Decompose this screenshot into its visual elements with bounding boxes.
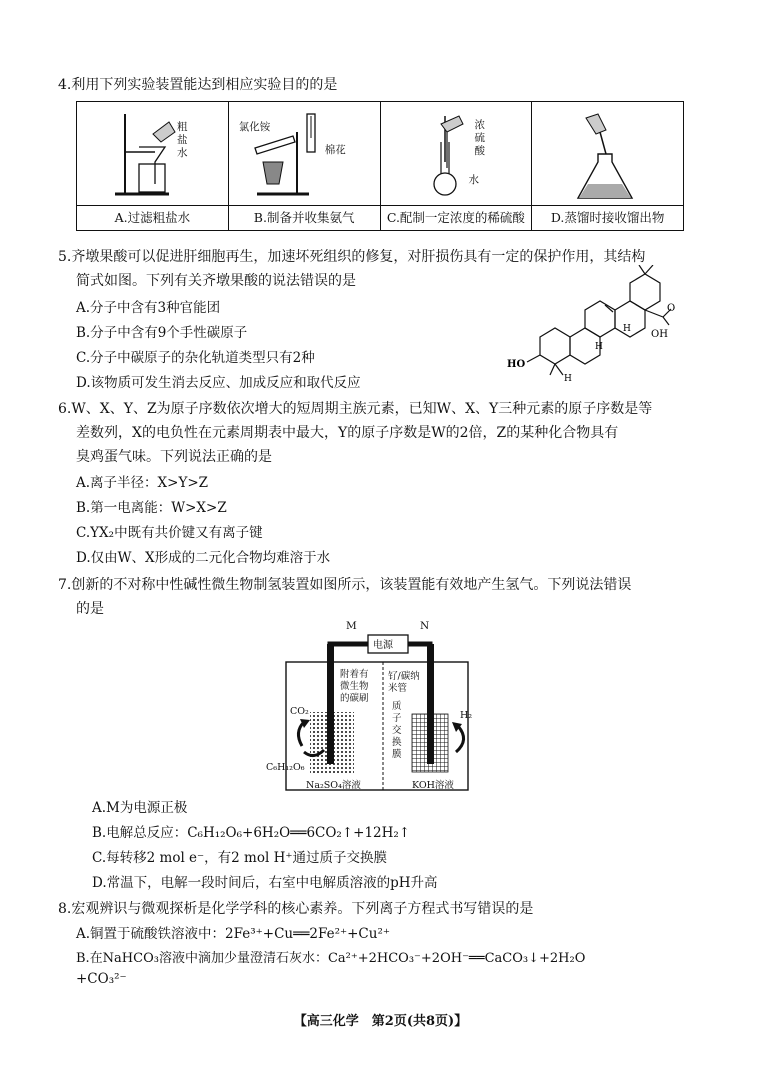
- q6-stem-line-3: 臭鸡蛋气味。下列说法正确的是: [76, 449, 272, 465]
- terminal-n: N: [420, 620, 430, 632]
- apparatus-c-label-4: 水: [468, 174, 479, 186]
- apparatus-c-label-3: 酸: [474, 145, 485, 157]
- q7-option-a: A.M为电源正极: [92, 800, 188, 816]
- q6-option-a: A.离子半径：X>Y>Z: [76, 475, 209, 491]
- q5-stem-line-2: 简式如图。下列有关齐墩果酸的说法错误的是: [76, 273, 356, 289]
- structure-label-h-1: H: [623, 324, 631, 334]
- left-electrode-label-2: 微生物: [340, 681, 369, 692]
- q8-option-b-line-2: +CO₃²⁻: [76, 971, 127, 987]
- membrane-label-4: 换: [392, 737, 402, 748]
- terminal-m: M: [346, 620, 357, 632]
- q6-option-d: D.仅由W、X形成的二元化合物均难溶于水: [76, 550, 331, 566]
- q4-stem: 4.利用下列实验装置能达到相应实验目的的是: [58, 77, 338, 93]
- apparatus-c-label-1: 浓: [474, 119, 485, 131]
- apparatus-a-label-2: 盐: [177, 134, 188, 146]
- membrane-label-5: 膜: [392, 749, 402, 760]
- q7-option-d: D.常温下，电解一段时间后，右室中电解质溶液的pH升高: [92, 875, 438, 891]
- q7-stem-line-2: 的是: [76, 601, 104, 617]
- structure-label-h-2: H: [595, 342, 603, 352]
- structure-label-oh-acid: OH: [651, 329, 668, 340]
- apparatus-a-caption: A.过滤粗盐水: [77, 205, 228, 230]
- right-solution-label: KOH溶液: [412, 780, 454, 791]
- co2-label: CO₂: [290, 706, 309, 717]
- apparatus-b: [229, 102, 381, 230]
- left-electrode-label-1: 附着有: [340, 669, 369, 680]
- apparatus-b-label-cotton: 棉花: [324, 144, 346, 156]
- distillation-receiver-drawing: [532, 102, 682, 207]
- q4-apparatus-table: [76, 101, 684, 231]
- ammonia-prep-drawing: [229, 102, 379, 207]
- oleanolic-acid-structure: [505, 265, 695, 390]
- apparatus-a-label-3: 水: [177, 147, 188, 159]
- apparatus-a: [77, 102, 229, 230]
- apparatus-d-caption: D.蒸馏时接收馏出物: [532, 205, 683, 230]
- q8-stem: 8.宏观辨识与微观探析是化学学科的核心素养。下列离子方程式书写错误的是: [58, 901, 534, 917]
- q6-option-b: B.第一电离能：W>X>Z: [76, 500, 227, 516]
- right-electrode-label-1: 钌/碳纳: [388, 671, 420, 682]
- apparatus-c: [381, 102, 533, 230]
- glucose-label: C₆H₁₂O₆: [266, 762, 305, 773]
- dilution-apparatus-drawing: [381, 102, 531, 207]
- structure-label-o: O: [667, 303, 676, 314]
- q5-option-d: D.该物质可发生消去反应、加成反应和取代反应: [76, 375, 361, 391]
- q6-stem-line-1: 6.W、X、Y、Z为原子序数依次增大的短周期主族元素，已知W、X、Y三种元素的原子序数是等: [58, 401, 653, 417]
- structure-label-h-3: H: [564, 374, 572, 384]
- q8-option-b-line-1: B.在NaHCO₃溶液中滴加少量澄清石灰水：Ca²⁺+2HCO₃⁻+2OH⁻══CaCO₃↓+2H₂O: [76, 951, 586, 966]
- power-supply-label: 电源: [373, 640, 393, 651]
- apparatus-c-label-2: 硫: [474, 132, 485, 144]
- apparatus-d: [532, 102, 683, 230]
- q8-option-a: A.铜置于硫酸铁溶液中：2Fe³⁺+Cu══2Fe²⁺+Cu²⁺: [76, 926, 390, 942]
- q5-option-a: A.分子中含有3种官能团: [76, 300, 221, 316]
- membrane-label-3: 交: [392, 725, 402, 736]
- left-electrode-label-3: 的碳刷: [340, 693, 369, 704]
- page-footer: 【高三化学 第2页(共8页)】: [293, 1014, 468, 1029]
- q5-option-c: C.分子中碳原子的杂化轨道类型只有2种: [76, 350, 315, 366]
- apparatus-b-label-reagent: 氯化铵: [238, 121, 271, 133]
- right-electrode-label-2: 米管: [388, 683, 408, 694]
- q7-option-c: C.每转移2 mol e⁻，有2 mol H⁺通过质子交换膜: [92, 850, 387, 866]
- apparatus-a-label-1: 粗: [177, 121, 188, 133]
- q7-option-b: B.电解总反应：C₆H₁₂O₆+6H₂O══6CO₂↑+12H₂↑: [92, 825, 411, 841]
- q7-stem-line-1: 7.创新的不对称中性碱性微生物制氢装置如图所示，该装置能有效地产生氢气。下列说法错误: [58, 577, 632, 593]
- left-solution-label: Na₂SO₄溶液: [306, 780, 361, 791]
- membrane-label-2: 子: [392, 713, 402, 724]
- structure-label-ho: HO: [507, 359, 526, 370]
- apparatus-b-caption: B.制备并收集氨气: [229, 205, 380, 230]
- q6-stem-line-2: 差数列，X的电负性在元素周期表中最大，Y的原子序数是W的2倍，Z的某种化合物具有: [76, 425, 619, 441]
- h2-label: H₂: [460, 710, 473, 721]
- q5-stem-line-1: 5.齐墩果酸可以促进肝细胞再生，加速坏死组织的修复，对肝损伤具有一定的保护作用，其结构: [58, 249, 646, 265]
- membrane-label-1: 质: [392, 701, 402, 712]
- electrolysis-cell-diagram: [266, 620, 480, 792]
- q5-option-b: B.分子中含有9个手性碳原子: [76, 325, 248, 341]
- apparatus-c-caption: C.配制一定浓度的稀硫酸: [381, 205, 532, 230]
- q6-option-c: C.YX₂中既有共价键又有离子键: [76, 525, 263, 541]
- filtration-apparatus-drawing: [77, 102, 227, 207]
